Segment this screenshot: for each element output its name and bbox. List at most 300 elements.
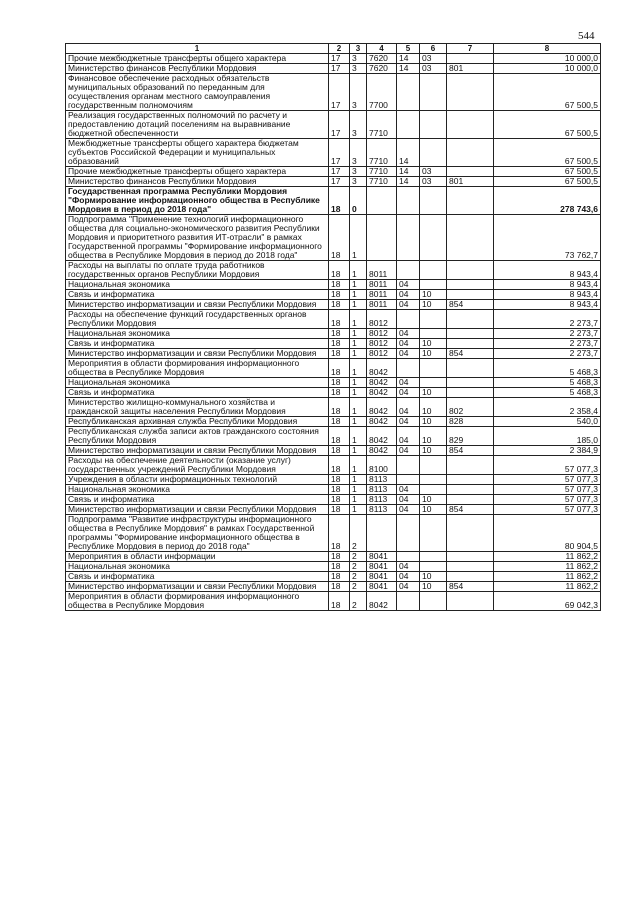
subsection-code-cell: 10: [420, 582, 447, 592]
subprogram-code-cell: 3: [350, 167, 367, 177]
section-code-cell: [397, 475, 420, 485]
table-row: [66, 139, 601, 167]
subsection-code-cell: 03: [420, 177, 447, 187]
subsection-code-cell: 10: [420, 398, 447, 417]
program-code-cell: 18: [329, 456, 350, 475]
program-code-cell: 17: [329, 177, 350, 187]
row-name-cell: Связь и информатика: [66, 572, 329, 582]
subsection-code-cell: [420, 456, 447, 475]
program-code-cell: 17: [329, 139, 350, 167]
program-code-cell: 18: [329, 427, 350, 446]
row-name-cell: Подпрограмма "Применение технологий информационного общества для социально-экономического развития Республики Мордовия и приоритетного развития ИТ-отрасли" в рамках Государственной программы "Формирование информационного общества в Республике Мордовия в период до 2018 года": [66, 215, 329, 261]
program-code-cell: 18: [329, 552, 350, 562]
subprogram-code-cell: 1: [350, 388, 367, 398]
department-code-cell: [447, 388, 494, 398]
section-code-cell: [397, 111, 420, 139]
subsection-code-cell: 03: [420, 54, 447, 64]
subsection-code-cell: [420, 562, 447, 572]
subsection-code-cell: [420, 485, 447, 495]
subsection-code-cell: 10: [420, 572, 447, 582]
section-code-cell: 04: [397, 562, 420, 572]
table-row: [66, 215, 601, 261]
section-code-cell: 04: [397, 398, 420, 417]
table-row: [66, 572, 601, 582]
subsection-code-cell: [420, 111, 447, 139]
table-row: [66, 378, 601, 388]
subsection-code-cell: [420, 552, 447, 562]
section-code-cell: [397, 74, 420, 111]
subprogram-code-cell: 1: [350, 446, 367, 456]
row-name-cell: Министерство информатизации и связи Республики Мордовия: [66, 505, 329, 515]
subprogram-code-cell: 3: [350, 177, 367, 187]
department-code-cell: [447, 475, 494, 485]
section-code-cell: 14: [397, 177, 420, 187]
table-header-row: [66, 44, 601, 54]
subprogram-code-cell: 1: [350, 339, 367, 349]
table-row: [66, 446, 601, 456]
department-code-cell: 854: [447, 582, 494, 592]
amount-cell: 57 077,3: [494, 495, 601, 505]
row-name-cell: Министерство финансов Республики Мордовия: [66, 177, 329, 187]
subsection-code-cell: 10: [420, 388, 447, 398]
amount-cell: 57 077,3: [494, 485, 601, 495]
subsection-code-cell: [420, 475, 447, 485]
department-code-cell: [447, 167, 494, 177]
subsection-code-cell: 03: [420, 167, 447, 177]
table-row: [66, 310, 601, 329]
amount-cell: 73 762,7: [494, 215, 601, 261]
table-row: [66, 167, 601, 177]
program-code-cell: 18: [329, 300, 350, 310]
row-name-cell: Расходы на обеспечение функций государственных органов Республики Мордовия: [66, 310, 329, 329]
subsection-code-cell: [420, 378, 447, 388]
column-header: 4: [367, 44, 397, 54]
subprogram-code-cell: 1: [350, 261, 367, 280]
table-row: [66, 177, 601, 187]
department-code-cell: [447, 495, 494, 505]
target-article-cell: 7710: [367, 111, 397, 139]
target-article-cell: 8042: [367, 359, 397, 378]
target-article-cell: 8113: [367, 475, 397, 485]
subprogram-code-cell: 3: [350, 111, 367, 139]
department-code-cell: 801: [447, 177, 494, 187]
row-name-cell: Прочие межбюджетные трансферты общего характера: [66, 54, 329, 64]
target-article-cell: 8042: [367, 378, 397, 388]
row-name-cell: Расходы на выплаты по оплате труда работников государственных органов Республики Мордовия: [66, 261, 329, 280]
subprogram-code-cell: 1: [350, 456, 367, 475]
program-code-cell: 18: [329, 339, 350, 349]
section-code-cell: [397, 552, 420, 562]
amount-cell: 8 943,4: [494, 261, 601, 280]
subprogram-code-cell: 2: [350, 572, 367, 582]
program-code-cell: 18: [329, 505, 350, 515]
amount-cell: 11 862,2: [494, 582, 601, 592]
column-header: 8: [494, 44, 601, 54]
row-name-cell: Государственная программа Республики Мордовия "Формирование информационного общества в Республике Мордовия в период до 2018 года": [66, 187, 329, 215]
table-row: [66, 427, 601, 446]
section-code-cell: [397, 187, 420, 215]
row-name-cell: Межбюджетные трансферты общего характера бюджетам субъектов Российской Федерации и муниципальных образований: [66, 139, 329, 167]
section-code-cell: 04: [397, 417, 420, 427]
section-code-cell: 04: [397, 485, 420, 495]
table-row: [66, 552, 601, 562]
target-article-cell: 7620: [367, 54, 397, 64]
row-name-cell: Мероприятия в области формирования информационного общества в Республике Мордовия: [66, 592, 329, 611]
subprogram-code-cell: 1: [350, 427, 367, 446]
amount-cell: 2 273,7: [494, 329, 601, 339]
section-code-cell: 04: [397, 339, 420, 349]
subsection-code-cell: [420, 215, 447, 261]
amount-cell: 185,0: [494, 427, 601, 446]
target-article-cell: 8012: [367, 310, 397, 329]
row-name-cell: Прочие межбюджетные трансферты общего характера: [66, 167, 329, 177]
column-header: 3: [350, 44, 367, 54]
row-name-cell: Национальная экономика: [66, 280, 329, 290]
column-header: 2: [329, 44, 350, 54]
department-code-cell: 802: [447, 398, 494, 417]
department-code-cell: [447, 187, 494, 215]
program-code-cell: 18: [329, 215, 350, 261]
row-name-cell: Мероприятия в области информации: [66, 552, 329, 562]
subprogram-code-cell: 1: [350, 359, 367, 378]
subprogram-code-cell: 1: [350, 417, 367, 427]
program-code-cell: 18: [329, 329, 350, 339]
target-article-cell: 8012: [367, 329, 397, 339]
program-code-cell: 18: [329, 495, 350, 505]
row-name-cell: Подпрограмма "Развитие инфраструктуры информационного общества в Республике Мордовия" в рамках Государственной программы "Формирование информационного общества в Республике Мордовия в период до 2018 года": [66, 515, 329, 552]
subprogram-code-cell: 1: [350, 215, 367, 261]
amount-cell: 67 500,5: [494, 177, 601, 187]
department-code-cell: 854: [447, 505, 494, 515]
subsection-code-cell: 10: [420, 349, 447, 359]
target-article-cell: 8113: [367, 485, 397, 495]
subprogram-code-cell: 2: [350, 592, 367, 611]
subsection-code-cell: [420, 329, 447, 339]
amount-cell: 67 500,5: [494, 167, 601, 177]
target-article-cell: 8041: [367, 552, 397, 562]
target-article-cell: 8113: [367, 505, 397, 515]
section-code-cell: 04: [397, 446, 420, 456]
subsection-code-cell: [420, 515, 447, 552]
target-article-cell: 8042: [367, 592, 397, 611]
section-code-cell: 04: [397, 495, 420, 505]
subprogram-code-cell: 1: [350, 485, 367, 495]
subprogram-code-cell: 1: [350, 495, 367, 505]
program-code-cell: 18: [329, 187, 350, 215]
row-name-cell: Министерство жилищно-коммунального хозяйства и гражданской защиты населения Республики Мордовия: [66, 398, 329, 417]
subprogram-code-cell: 3: [350, 64, 367, 74]
table-row: [66, 349, 601, 359]
department-code-cell: [447, 592, 494, 611]
amount-cell: 10 000,0: [494, 64, 601, 74]
table-row: [66, 300, 601, 310]
row-name-cell: Реализация государственных полномочий по расчету и предоставлению дотаций поселениям на выравнивание бюджетной обеспеченности: [66, 111, 329, 139]
target-article-cell: 8011: [367, 261, 397, 280]
program-code-cell: 18: [329, 280, 350, 290]
row-name-cell: Связь и информатика: [66, 495, 329, 505]
subprogram-code-cell: 1: [350, 300, 367, 310]
program-code-cell: 18: [329, 349, 350, 359]
target-article-cell: 8012: [367, 339, 397, 349]
table-row: [66, 485, 601, 495]
department-code-cell: [447, 310, 494, 329]
row-name-cell: Национальная экономика: [66, 562, 329, 572]
subsection-code-cell: [420, 187, 447, 215]
program-code-cell: 17: [329, 167, 350, 177]
program-code-cell: 18: [329, 446, 350, 456]
table-row: [66, 290, 601, 300]
section-code-cell: 14: [397, 54, 420, 64]
section-code-cell: 04: [397, 427, 420, 446]
budget-table: [65, 43, 601, 611]
table-row: [66, 456, 601, 475]
subsection-code-cell: [420, 139, 447, 167]
program-code-cell: 17: [329, 64, 350, 74]
amount-cell: 5 468,3: [494, 388, 601, 398]
amount-cell: 5 468,3: [494, 359, 601, 378]
target-article-cell: 8042: [367, 446, 397, 456]
subprogram-code-cell: 1: [350, 280, 367, 290]
amount-cell: 80 904,5: [494, 515, 601, 552]
department-code-cell: [447, 280, 494, 290]
row-name-cell: Национальная экономика: [66, 485, 329, 495]
program-code-cell: 17: [329, 54, 350, 64]
subsection-code-cell: 10: [420, 339, 447, 349]
table-row: [66, 417, 601, 427]
amount-cell: 2 273,7: [494, 349, 601, 359]
program-code-cell: 18: [329, 582, 350, 592]
subsection-code-cell: 10: [420, 300, 447, 310]
amount-cell: 67 500,5: [494, 139, 601, 167]
target-article-cell: 8011: [367, 280, 397, 290]
section-code-cell: [397, 456, 420, 475]
subprogram-code-cell: 2: [350, 515, 367, 552]
target-article-cell: 8011: [367, 290, 397, 300]
row-name-cell: Министерство информатизации и связи Республики Мордовия: [66, 446, 329, 456]
section-code-cell: 14: [397, 167, 420, 177]
amount-cell: 67 500,5: [494, 111, 601, 139]
subprogram-code-cell: 1: [350, 505, 367, 515]
subsection-code-cell: 10: [420, 427, 447, 446]
row-name-cell: Республиканская служба записи актов гражданского состояния Республики Мордовия: [66, 427, 329, 446]
target-article-cell: 8042: [367, 427, 397, 446]
section-code-cell: [397, 261, 420, 280]
subsection-code-cell: [420, 261, 447, 280]
department-code-cell: [447, 339, 494, 349]
section-code-cell: 04: [397, 388, 420, 398]
table-row: [66, 592, 601, 611]
program-code-cell: 18: [329, 290, 350, 300]
amount-cell: 278 743,6: [494, 187, 601, 215]
department-code-cell: [447, 290, 494, 300]
amount-cell: 69 042,3: [494, 592, 601, 611]
amount-cell: 67 500,5: [494, 74, 601, 111]
program-code-cell: 18: [329, 417, 350, 427]
department-code-cell: [447, 215, 494, 261]
program-code-cell: 18: [329, 261, 350, 280]
amount-cell: 10 000,0: [494, 54, 601, 64]
department-code-cell: [447, 515, 494, 552]
table-row: [66, 74, 601, 111]
subprogram-code-cell: 1: [350, 398, 367, 417]
amount-cell: 5 468,3: [494, 378, 601, 388]
table-row: [66, 398, 601, 417]
department-code-cell: [447, 261, 494, 280]
row-name-cell: Связь и информатика: [66, 339, 329, 349]
program-code-cell: 18: [329, 388, 350, 398]
target-article-cell: 7710: [367, 177, 397, 187]
program-code-cell: 18: [329, 572, 350, 582]
section-code-cell: 04: [397, 505, 420, 515]
target-article-cell: 7710: [367, 139, 397, 167]
department-code-cell: [447, 74, 494, 111]
subprogram-code-cell: 1: [350, 349, 367, 359]
subprogram-code-cell: 2: [350, 552, 367, 562]
column-header: 6: [420, 44, 447, 54]
department-code-cell: [447, 329, 494, 339]
target-article-cell: 8042: [367, 388, 397, 398]
section-code-cell: 04: [397, 300, 420, 310]
target-article-cell: 7700: [367, 74, 397, 111]
amount-cell: 2 358,4: [494, 398, 601, 417]
row-name-cell: Республиканская архивная служба Республики Мордовия: [66, 417, 329, 427]
subsection-code-cell: [420, 592, 447, 611]
subsection-code-cell: 10: [420, 290, 447, 300]
table-row: [66, 339, 601, 349]
row-name-cell: Национальная экономика: [66, 378, 329, 388]
row-name-cell: Расходы на обеспечение деятельности (оказание услуг) государственных учреждений Республики Мордовия: [66, 456, 329, 475]
department-code-cell: 854: [447, 300, 494, 310]
target-article-cell: 8041: [367, 572, 397, 582]
section-code-cell: 14: [397, 139, 420, 167]
department-code-cell: 828: [447, 417, 494, 427]
subsection-code-cell: [420, 74, 447, 111]
subsection-code-cell: 10: [420, 417, 447, 427]
amount-cell: 11 862,2: [494, 562, 601, 572]
target-article-cell: 8042: [367, 398, 397, 417]
amount-cell: 11 862,2: [494, 552, 601, 562]
program-code-cell: 18: [329, 485, 350, 495]
department-code-cell: [447, 378, 494, 388]
subprogram-code-cell: 1: [350, 475, 367, 485]
program-code-cell: 17: [329, 74, 350, 111]
section-code-cell: [397, 310, 420, 329]
table-row: [66, 562, 601, 572]
target-article-cell: [367, 515, 397, 552]
target-article-cell: 8041: [367, 582, 397, 592]
row-name-cell: Министерство финансов Республики Мордовия: [66, 64, 329, 74]
amount-cell: 11 862,2: [494, 572, 601, 582]
table-row: [66, 505, 601, 515]
subprogram-code-cell: 1: [350, 290, 367, 300]
row-name-cell: Связь и информатика: [66, 290, 329, 300]
subsection-code-cell: 03: [420, 64, 447, 74]
column-header: 7: [447, 44, 494, 54]
subprogram-code-cell: 3: [350, 139, 367, 167]
subprogram-code-cell: 1: [350, 329, 367, 339]
section-code-cell: 04: [397, 349, 420, 359]
subsection-code-cell: [420, 280, 447, 290]
department-code-cell: [447, 456, 494, 475]
section-code-cell: [397, 515, 420, 552]
subprogram-code-cell: 2: [350, 562, 367, 572]
subsection-code-cell: [420, 359, 447, 378]
section-code-cell: 04: [397, 572, 420, 582]
table-row: [66, 359, 601, 378]
table-row: [66, 329, 601, 339]
table-row: [66, 388, 601, 398]
section-code-cell: 04: [397, 582, 420, 592]
amount-cell: 57 077,3: [494, 505, 601, 515]
program-code-cell: 18: [329, 515, 350, 552]
department-code-cell: [447, 359, 494, 378]
table-body: [66, 54, 601, 611]
subprogram-code-cell: 1: [350, 378, 367, 388]
table-row: [66, 54, 601, 64]
program-code-cell: 18: [329, 592, 350, 611]
program-code-cell: 18: [329, 359, 350, 378]
amount-cell: 540,0: [494, 417, 601, 427]
row-name-cell: Финансовое обеспечение расходных обязательств муниципальных образований по переданным для осуществления органам местного самоуправления государственным полномочиям: [66, 74, 329, 111]
amount-cell: 57 077,3: [494, 475, 601, 485]
row-name-cell: Связь и информатика: [66, 388, 329, 398]
table-row: [66, 64, 601, 74]
department-code-cell: 854: [447, 349, 494, 359]
department-code-cell: [447, 139, 494, 167]
target-article-cell: [367, 187, 397, 215]
department-code-cell: [447, 552, 494, 562]
target-article-cell: 8113: [367, 495, 397, 505]
amount-cell: 8 943,4: [494, 290, 601, 300]
amount-cell: 2 384,9: [494, 446, 601, 456]
table-row: [66, 582, 601, 592]
row-name-cell: Министерство информатизации и связи Республики Мордовия: [66, 300, 329, 310]
department-code-cell: [447, 485, 494, 495]
table-row: [66, 495, 601, 505]
page-number: 544: [578, 30, 595, 42]
subprogram-code-cell: 2: [350, 582, 367, 592]
section-code-cell: 04: [397, 378, 420, 388]
row-name-cell: Национальная экономика: [66, 329, 329, 339]
program-code-cell: 18: [329, 310, 350, 329]
department-code-cell: 829: [447, 427, 494, 446]
department-code-cell: 854: [447, 446, 494, 456]
subprogram-code-cell: 3: [350, 74, 367, 111]
table-row: [66, 475, 601, 485]
section-code-cell: 04: [397, 329, 420, 339]
subsection-code-cell: 10: [420, 495, 447, 505]
table-row: [66, 515, 601, 552]
subprogram-code-cell: 1: [350, 310, 367, 329]
amount-cell: 2 273,7: [494, 339, 601, 349]
amount-cell: 2 273,7: [494, 310, 601, 329]
target-article-cell: [367, 215, 397, 261]
department-code-cell: 801: [447, 64, 494, 74]
row-name-cell: Мероприятия в области формирования информационного общества в Республике Мордовия: [66, 359, 329, 378]
target-article-cell: 7620: [367, 64, 397, 74]
target-article-cell: 8042: [367, 417, 397, 427]
program-code-cell: 18: [329, 562, 350, 572]
target-article-cell: 8041: [367, 562, 397, 572]
target-article-cell: 7710: [367, 167, 397, 177]
department-code-cell: [447, 562, 494, 572]
program-code-cell: 17: [329, 111, 350, 139]
section-code-cell: [397, 359, 420, 378]
row-name-cell: Учреждения в области информационных технологий: [66, 475, 329, 485]
department-code-cell: [447, 111, 494, 139]
table-row: [66, 261, 601, 280]
target-article-cell: 8100: [367, 456, 397, 475]
